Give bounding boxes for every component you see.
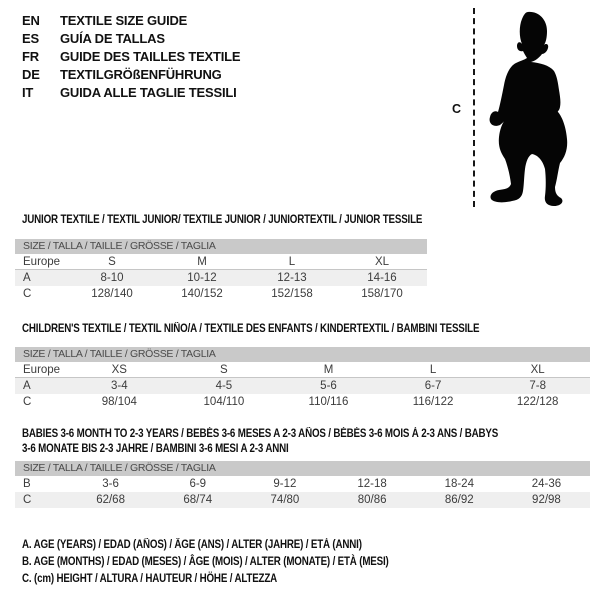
size-header-row: SIZE / TALLA / TAILLE / GRÖSSE / TAGLIA [15, 347, 590, 362]
size-cell: M [323, 363, 334, 376]
language-row-de [22, 65, 240, 83]
size-cell: 116/122 [412, 396, 454, 408]
size-cell: 5-6 [320, 380, 337, 392]
section-title-junior: JUNIOR TEXTILE / TEXTIL JUNIOR/ TEXTILE JUNIOR / JUNIORTEXTIL / JUNIOR TESSILE [22, 214, 423, 226]
table-row-height [15, 394, 590, 410]
row-label: Europe [23, 255, 61, 268]
language-row-es [22, 29, 240, 47]
table-row-height [15, 286, 427, 302]
table-row-age [15, 378, 590, 394]
size-cell: 86/92 [444, 494, 474, 506]
language-code: ES [22, 30, 39, 46]
size-header-row: SIZE / TALLA / TAILLE / GRÖSSE / TAGLIA [15, 461, 590, 476]
size-cell: 18-24 [444, 478, 474, 490]
language-code: EN [22, 12, 40, 28]
size-cell: 122/128 [516, 396, 559, 408]
table-row-europe [15, 362, 590, 378]
size-cell: M [197, 255, 207, 268]
language-title: GUIDE DES TAILLES TEXTILE [60, 48, 241, 64]
size-cell: 158/170 [361, 288, 403, 300]
table-row-height [15, 492, 590, 508]
row-label: A [23, 272, 31, 284]
size-cell: 110/116 [308, 396, 349, 408]
footnote-age-years: A. AGE (YEARS) / EDAD (AÑOS) / ÂGE (ANS) / ALTER (JAHRE) / ETÀ (ANNI) [22, 539, 362, 551]
language-code: DE [22, 66, 40, 82]
size-cell: 9-12 [273, 478, 297, 490]
language-code: FR [22, 48, 39, 64]
row-label: C [23, 396, 32, 408]
size-cell: 74/80 [270, 494, 300, 506]
section-title-children: CHILDREN'S TEXTILE / TEXTIL NIÑO/A / TEXTILE DES ENFANTS / KINDERTEXTIL / BAMBINI TESSILE [22, 323, 480, 335]
language-row-en [22, 11, 240, 29]
size-cell: 4-5 [215, 380, 233, 392]
size-cell: 152/158 [271, 288, 313, 300]
size-cell: 24-36 [531, 478, 562, 490]
language-title: TEXTILGRÖßENFÜHRUNG [60, 66, 222, 82]
size-cell: 92/98 [532, 494, 561, 506]
children-size-table [15, 347, 590, 410]
size-cell: 98/104 [101, 396, 137, 408]
size-cell: XL [374, 255, 390, 268]
size-cell: 3-6 [102, 478, 119, 490]
language-row-it [22, 83, 240, 101]
size-cell: S [220, 363, 228, 376]
size-cell: 62/68 [96, 494, 125, 506]
size-cell: L [429, 363, 437, 376]
size-cell: 140/152 [181, 288, 223, 300]
language-title: GUIDA ALLE TAGLIE TESSILI [60, 84, 237, 100]
size-cell: XS [111, 363, 127, 376]
size-cell: 104/110 [203, 396, 245, 408]
language-title: GUÍA DE TALLAS [60, 30, 165, 46]
size-cell: L [288, 255, 296, 268]
row-label: C [23, 494, 32, 506]
footnote-list [22, 537, 389, 588]
junior-size-table [15, 239, 427, 302]
size-cell: 128/140 [91, 288, 133, 300]
height-measure-label: C [452, 102, 462, 116]
babies-size-table [15, 461, 590, 508]
size-cell: 7-8 [529, 380, 546, 392]
table-row-europe [15, 254, 427, 270]
size-cell: 6-9 [189, 478, 207, 490]
size-cell: 6-7 [424, 380, 442, 392]
size-cell: 12-13 [277, 272, 307, 284]
row-label: A [23, 380, 31, 392]
language-list [22, 11, 240, 101]
size-header-row: SIZE / TALLA / TAILLE / GRÖSSE / TAGLIA [15, 239, 427, 254]
row-label: Europe [23, 363, 61, 376]
footnote-height: C. (cm) HEIGHT / ALTURA / HAUTEUR / HÖHE / ALTEZZA [22, 573, 278, 585]
table-row-months [15, 476, 590, 492]
row-label: B [23, 478, 31, 490]
size-cell: 68/74 [183, 494, 213, 506]
size-cell: 3-4 [110, 380, 128, 392]
footnote-age-months: B. AGE (MONTHS) / EDAD (MESES) / ÂGE (MOIS) / ALTER (MONATE) / ETÀ (MESI) [22, 556, 389, 568]
size-cell: XL [530, 363, 545, 376]
size-cell: 10-12 [187, 272, 217, 284]
size-cell: S [108, 255, 116, 268]
height-measure-dashed-line [473, 8, 475, 207]
section-title-babies: BABIES 3-6 MONTH TO 2-3 YEARS / BEBÉS 3-6 MESES A 2-3 AÑOS / BÉBÉS 3-6 MOIS À 2-3 ANS / BABYS 3-6 MONATE BIS 2-3 JAHRE / BAMBINI 3-6 MESI A 2-3 ANNI [22, 428, 499, 455]
row-label: C [23, 288, 32, 300]
table-row-age [15, 270, 427, 286]
size-cell: 14-16 [367, 272, 397, 284]
size-cell: 8-10 [100, 272, 124, 284]
size-cell: 80/86 [357, 494, 387, 506]
language-row-fr [22, 47, 240, 65]
baby-silhouette-icon [486, 6, 590, 208]
size-cell: 12-18 [357, 478, 387, 490]
language-title: TEXTILE SIZE GUIDE [60, 12, 188, 28]
language-code: IT [22, 84, 34, 100]
